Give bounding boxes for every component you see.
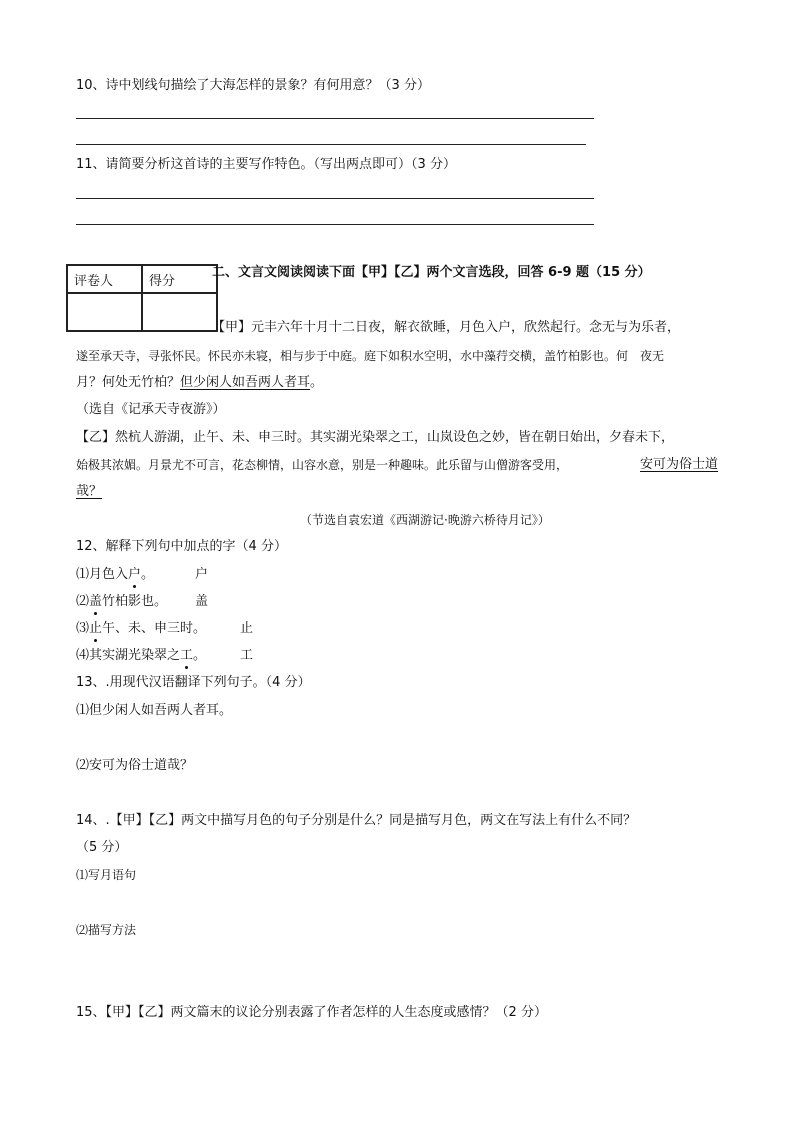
passage-source: （节选自袁宏道《西湖游记·晚游六桥待月记》） bbox=[300, 513, 550, 527]
section-title: 二、文言文阅读阅读下面【甲】【乙】两个文言选段，回答 6-9 题（15 分） bbox=[212, 265, 651, 280]
q12-item: ⑵盖竹柏影也。 bbox=[76, 594, 168, 609]
answer-line bbox=[76, 198, 594, 199]
passage-yi-line: 【乙】然杭人游湖，止午、未、申三时。其实湖光染翠之工，山岚设色之妙，皆在朝日始出，夕春未下， bbox=[76, 430, 675, 445]
dotted-char: 止 bbox=[89, 621, 103, 636]
underlined-sentence: 安可为俗士道 bbox=[640, 457, 719, 472]
dotted-char: 盖 bbox=[89, 594, 103, 609]
passage-yi-line: 始极其浓媚。月景尤不可言，花态柳情，山容水意，别是一种趣味。此乐留与山僧游客受用， bbox=[76, 458, 569, 472]
q12-item: ⑷其实湖光染翠之工。 bbox=[76, 648, 207, 663]
q12-answer: 工 bbox=[240, 648, 254, 663]
grader-header: 评卷人 bbox=[67, 265, 142, 293]
score-cell[interactable] bbox=[142, 293, 217, 331]
dotted-char: 户 bbox=[128, 567, 142, 582]
q12-answer: 盖 bbox=[195, 594, 209, 609]
answer-line bbox=[76, 144, 586, 145]
answer-line bbox=[76, 224, 594, 225]
q13-item: ⑵安可为俗士道哉？ bbox=[76, 758, 194, 773]
answer-line bbox=[76, 118, 594, 119]
question-14-score: （5 分） bbox=[76, 840, 128, 855]
question-15: 15、【甲】【乙】两文篇末的议论分别表露了作者怎样的人生态度或感情？（2 分） bbox=[76, 1005, 547, 1020]
q14-item: ⑴写月语句 bbox=[76, 868, 137, 882]
underlined-sentence: 但少闲人如吾两人者耳 bbox=[180, 375, 311, 390]
q12-answer: 止 bbox=[240, 621, 254, 636]
q12-item: ⑶止午、未、申三时。 bbox=[76, 621, 207, 636]
question-10: 10、诗中划线句描绘了大海怎样的景象？有何用意？（3 分） bbox=[76, 78, 430, 93]
passage-source: （选自《记承天寺夜游》） bbox=[76, 402, 226, 417]
question-11: 11、请简要分析这首诗的主要写作特色。（写出两点即可）（3 分） bbox=[76, 157, 456, 172]
passage-jia-line: 【甲】元丰六年十月十二日夜，解衣欲睡，月色入户，欣然起行。念无与为乐者， bbox=[212, 320, 681, 335]
q14-item: ⑵描写方法 bbox=[76, 923, 137, 937]
question-14: 14、.【甲】【乙】两文中描写月色的句子分别是什么？同是描写月色，两文在写法上有什么不同？ bbox=[76, 813, 637, 828]
score-table bbox=[66, 264, 218, 332]
passage-jia-line: 月？何处无竹柏？但少闲人如吾两人者耳。 bbox=[76, 375, 324, 390]
grader-cell[interactable] bbox=[67, 293, 142, 331]
score-header: 得分 bbox=[142, 265, 217, 293]
question-13: 13、.用现代汉语翻译下列句子。（4 分） bbox=[76, 675, 311, 690]
q12-item: ⑴月色入户。 bbox=[76, 567, 155, 582]
q13-item: ⑴但少闲人如吾两人者耳。 bbox=[76, 703, 233, 718]
question-12: 12、解释下列句中加点的字（4 分） bbox=[76, 539, 287, 554]
passage-jia-line: 遂至承天寺，寻张怀民。怀民亦未寝，相与步于中庭。庭下如积水空明，水中藻荇交横，盖竹柏影也。何 夜无 bbox=[76, 349, 665, 363]
q12-answer: 户 bbox=[195, 567, 209, 582]
dotted-char: 工 bbox=[180, 648, 194, 663]
underlined-sentence: 哉？ bbox=[76, 484, 103, 499]
